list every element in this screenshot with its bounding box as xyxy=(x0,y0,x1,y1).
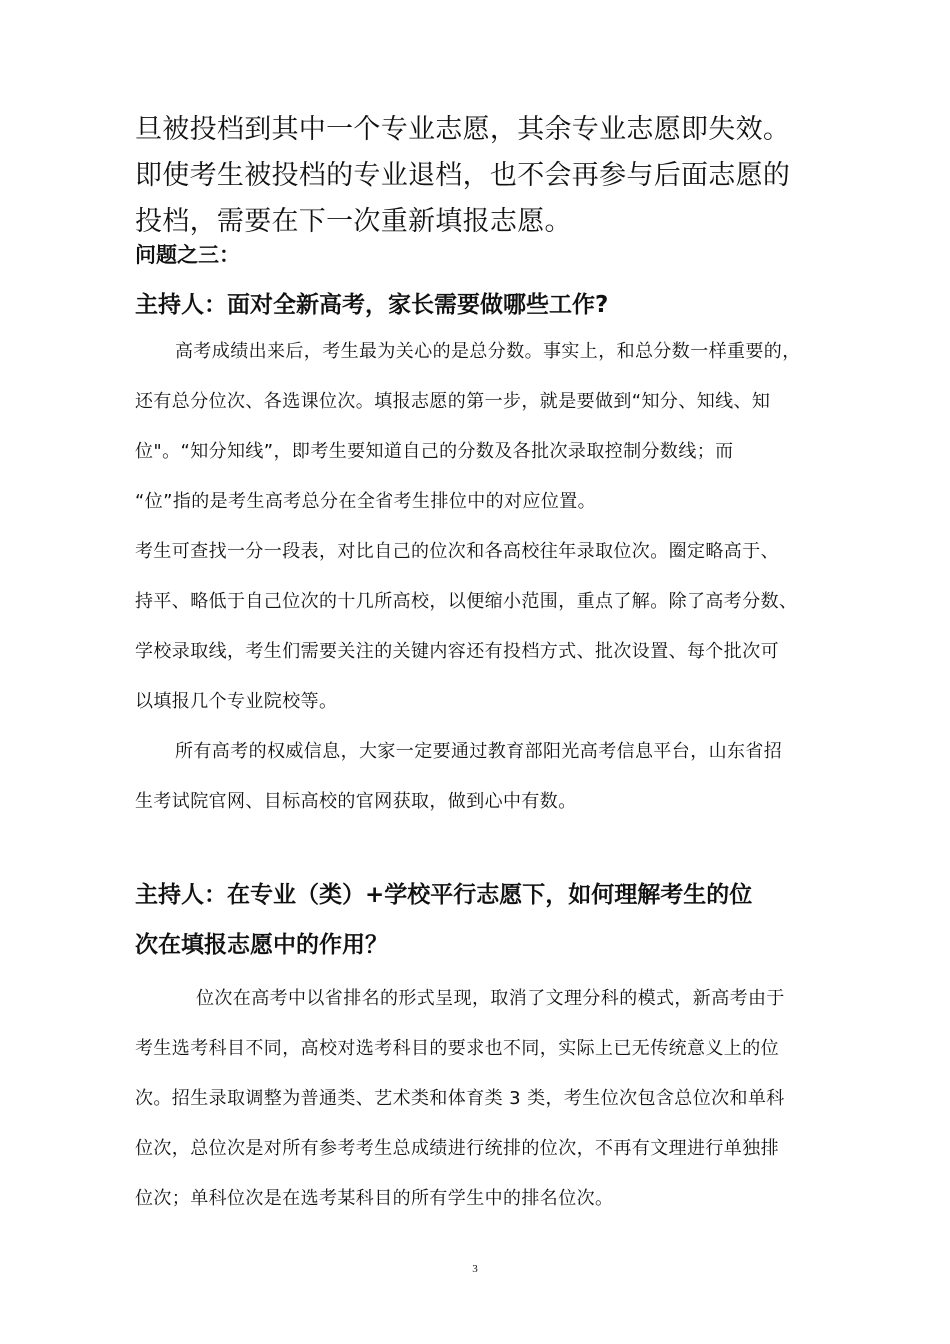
section1-line-6: 持平、略低于自己位次的十几所高校，以便缩小范围，重点了解。除了高考分数、 xyxy=(135,591,798,612)
section2-line-3: 次。招生录取调整为普通类、艺术类和体育类 3 类，考生位次包含总位次和单科 xyxy=(135,1088,785,1109)
section1-line-10: 生考试院官网、目标高校的官网获取，做到心中有数。 xyxy=(135,791,577,812)
section2-heading-line-1: 主持人：在专业（类）+学校平行志愿下，如何理解考生的位 xyxy=(135,882,753,908)
section2-line-1: 位次在高考中以省排名的形式呈现，取消了文理分科的模式，新高考由于 xyxy=(196,988,785,1009)
section2-line-5: 位次；单科位次是在选考某科目的所有学生中的排名位次。 xyxy=(135,1188,614,1209)
page-number: 3 xyxy=(472,1263,478,1275)
section1-line-5: 考生可查找一分一段表，对比自己的位次和各高校往年录取位次。圈定略高于、 xyxy=(135,541,779,562)
section1-line-4: “位”指的是考生高考总分在全省考生排位中的对应位置。 xyxy=(135,491,597,512)
intro-line-3: 投档，需要在下一次重新填报志愿。 xyxy=(135,206,572,237)
section1-line-2: 还有总分位次、各选课位次。填报志愿的第一步，就是要做到“知分、知线、知 xyxy=(135,391,771,412)
section1-line-3: 位"。“知分知线”，即考生要知道自己的分数及各批次录取控制分数线；而 xyxy=(135,441,734,462)
intro-line-1: 旦被投档到其中一个专业志愿，其余专业志愿即失效。 xyxy=(135,114,791,145)
section2-line-2: 考生选考科目不同，高校对选考科目的要求也不同，实际上已无传统意义上的位 xyxy=(135,1038,779,1059)
section2-line-4: 位次，总位次是对所有参考考生总成绩进行统排的位次，不再有文理进行单独排 xyxy=(135,1138,779,1159)
question-label: 问题之三： xyxy=(135,243,240,267)
section1-line-1: 高考成绩出来后，考生最为关心的是总分数。事实上，和总分数一样重要的， xyxy=(175,341,801,362)
section1-line-8: 以填报几个专业院校等。 xyxy=(135,691,338,712)
section1-line-7: 学校录取线，考生们需要关注的关键内容还有投档方式、批次设置、每个批次可 xyxy=(135,641,779,662)
intro-line-2: 即使考生被投档的专业退档，也不会再参与后面志愿的 xyxy=(135,160,791,191)
section2-heading-line-2: 次在填报志愿中的作用？ xyxy=(135,932,388,958)
section1-line-9: 所有高考的权威信息，大家一定要通过教育部阳光高考信息平台，山东省招 xyxy=(175,741,783,762)
section1-heading: 主持人：面对全新高考，家长需要做哪些工作? xyxy=(135,292,609,318)
